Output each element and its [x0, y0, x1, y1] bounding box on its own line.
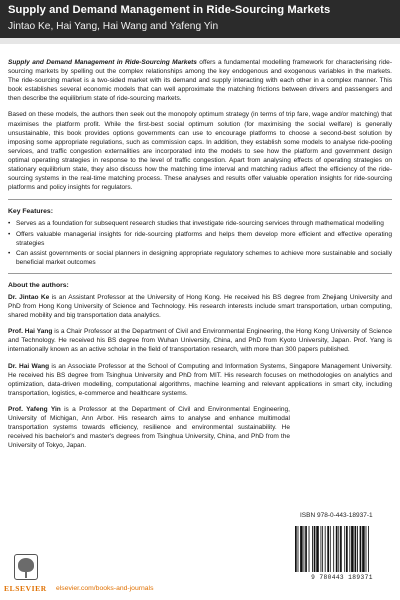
intro-lead: Supply and Demand Management in Ride-Sourcing Markets [8, 59, 197, 66]
author-bio-text: is a Chair Professor at the Department of Civil and Environmental Engineering, the Hong Kong University of Science and Technology. He received his BS degree from Wuhan University, China, and PhD from Kyoto University, Japan. Prof. Yang is internationally known as an active scholar in the field of transportation research, with more than 300 papers published. [8, 328, 393, 354]
key-feature-item: • Serves as a foundation for subsequent research studies that investigate ride-sourcing services through mathematical modelling [8, 219, 392, 228]
cover-footer [0, 550, 400, 600]
key-features-title: Key Features: [8, 208, 53, 216]
barcode-digits: 9 780443 189371 [311, 574, 373, 581]
author-name: Prof. Yafeng Yin [8, 405, 61, 413]
key-feature-item: • Offers valuable managerial insights for ride-sourcing platforms and helps them develop more efficient and effective operating strategies [8, 230, 392, 248]
section-divider [8, 199, 392, 200]
key-feature-item: • Can assist governments or social planners in designing appropriate regulatory schemes to achieve more sustainable and socially beneficial market outcomes [8, 249, 392, 267]
author-bio [8, 362, 392, 398]
author-name: Dr. Jintao Ke [8, 293, 50, 301]
author-bio [8, 405, 290, 450]
author-bio-text: is an Assistant Professor at the University of Hong Kong. He received his BS degree from Zhejiang University and PhD from Hong Kong University of Science and Technology. His research interests include smart transportation, urban computing, shared mobility and big transportation data analytics. [8, 293, 392, 320]
publisher-url[interactable]: elsevier.com/books-and-journals [56, 585, 154, 592]
elsevier-logo-icon [8, 554, 44, 586]
isbn-label: ISBN 978-0-443-18937-1 [300, 512, 373, 519]
section-divider [8, 273, 392, 274]
back-cover-text [8, 58, 392, 457]
intro-paragraph-1-text: offers a fundamental modelling framework for characterising ride-sourcing markets by spelling out the complex relationships among the key endogenous and exogenous variables in the markets. The ride-sourcing market is a two-sided market with its demand and supply interacting with each other in a complex manner. This book establishes several economic models that can well approximate the matching frictions between drivers and passengers and then describe the equilibrium state of ride-sourcing markets. [8, 59, 392, 103]
author-name: Prof. Hai Yang [8, 328, 53, 336]
author-bio [8, 293, 392, 320]
cover-header [0, 0, 400, 44]
author-bio-text: is an Associate Professor at the School of Computing and Information Systems, Singapore Management University. He received his BS degree from Tsinghua University and PhD from MIT. His research focuses on methodologies on analytics and optimization, data-driven modelling, computational algorithms, machine learning and relevant applications in smart city, including transportation, logistics, e-commerce and healthcare systems. [8, 362, 392, 397]
intro-paragraph-2: Based on these models, the authors then seek out the monopoly optimum strategy (in terms of trip fare, wage and/or matching) that maximises the platform profit. While the first-best social optimum solution (for maximising the social welfare) is generally unsustainable, this book provides options governments can use to encourage platforms to choose a second-best solution by imposing some appropriate regulations, such as commission caps. In addition, they establish some models to analyse ride-pooling services, and traffic congestion externalities are incorporated into the models to see how the platform and government design optimal operating strategies in response to the level of traffic congestion. Apart from analysing effects of operating strategies on stationary equilibrium state, they also discuss how the matching time interval and matching radius affect the efficiency of the ride-sourcing systems in the real-time matching process. These analyses and results offer valuable operation insights for ride-sourcing platforms and policy insights for regulators. [8, 111, 392, 192]
about-authors-title: About the authors: [8, 281, 69, 289]
key-features-list [8, 219, 392, 266]
publisher-name: ELSEVIER [4, 584, 47, 593]
book-title: Supply and Demand Management in Ride-Sourcing Markets [8, 4, 331, 16]
book-authors: Jintao Ke, Hai Yang, Hai Wang and Yafeng Yin [8, 21, 219, 32]
author-bio-text: is a Professor at the Department of Civil and Environmental Engineering, University of Michigan, Ann Arbor. His research aims to analyse and enhance multimodal transportation systems towards efficiency, resilience and environmental sustainability. He received his bachelor's and master's degrees from Tsinghua University, China, and PhD from the University of Tokyo, Japan. [8, 405, 290, 450]
header-stripe [0, 38, 400, 44]
author-bio [8, 327, 392, 354]
intro-paragraph-1 [8, 58, 392, 103]
author-name: Dr. Hai Wang [8, 362, 50, 370]
